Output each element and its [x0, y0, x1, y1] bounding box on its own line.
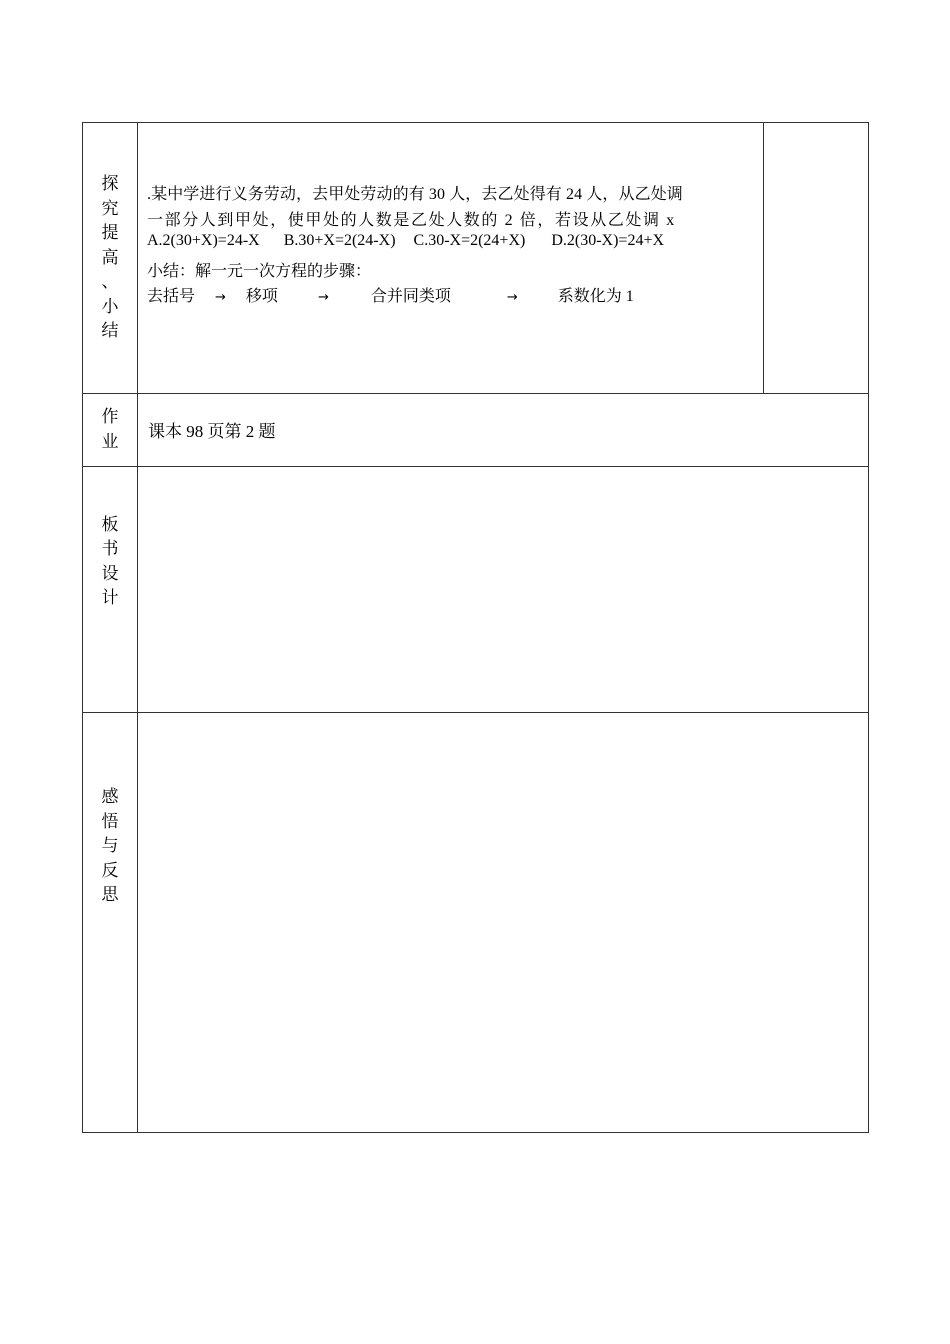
problem-line-2: 一部分人到甲处，使甲处的人数是乙处人数的 2 倍，若设从乙处调 x [147, 211, 676, 229]
lesson-plan-table [82, 122, 869, 1133]
label-char: 、 [101, 272, 119, 292]
label-char: 小 [101, 296, 119, 316]
label-char: 感 [101, 787, 119, 807]
label-char: 反 [101, 860, 119, 880]
arrow-icon: → [317, 290, 329, 306]
label-char: 业 [101, 431, 119, 451]
step-3: 合并同类项 [370, 288, 451, 306]
reflection-content [138, 713, 869, 1133]
step-1: 去括号 [147, 288, 196, 306]
label-char: 与 [101, 836, 119, 856]
problem-line-1: .某中学进行义务劳动，去甲处劳动的有 30 人，去乙处得有 24 人，从乙处调 [147, 186, 683, 204]
label-board [83, 466, 138, 712]
row-board [83, 466, 869, 712]
explore-content-cell [138, 123, 764, 394]
label-char: 思 [101, 885, 119, 905]
board-content [138, 466, 869, 712]
label-char: 计 [101, 588, 119, 608]
label-char: 书 [101, 539, 119, 559]
option-c: C.30-X=2(24+X) [413, 232, 526, 250]
label-reflection [83, 713, 138, 1133]
row-reflection [83, 713, 869, 1133]
step-2: 移项 [245, 288, 278, 306]
explore-content [147, 181, 759, 309]
row-explore [83, 123, 869, 394]
arrow-icon: → [506, 290, 518, 306]
option-d: D.2(30-X)=24+X [551, 232, 665, 250]
label-char: 探 [101, 174, 119, 194]
summary-title: 小结：解一元一次方程的步骤： [147, 262, 372, 280]
step-4: 系数化为 1 [557, 288, 634, 306]
label-char: 高 [101, 247, 119, 267]
label-char: 悟 [101, 811, 119, 831]
option-a: A.2(30+X)=24-X [147, 232, 260, 250]
explore-side-cell [764, 123, 869, 394]
arrow-icon: → [215, 290, 226, 306]
homework-content: 课本 98 页第 2 题 [138, 393, 869, 466]
label-char: 设 [101, 563, 119, 583]
option-b: B.30+X=2(24-X) [283, 232, 396, 250]
label-char: 究 [101, 198, 119, 218]
label-explore [83, 123, 138, 394]
label-char: 结 [101, 321, 119, 341]
label-char: 作 [101, 407, 119, 427]
steps-line [147, 283, 759, 309]
row-homework [83, 393, 869, 466]
options-line [147, 232, 759, 258]
label-char: 板 [101, 514, 119, 534]
label-char: 提 [101, 223, 119, 243]
label-homework [83, 393, 138, 466]
